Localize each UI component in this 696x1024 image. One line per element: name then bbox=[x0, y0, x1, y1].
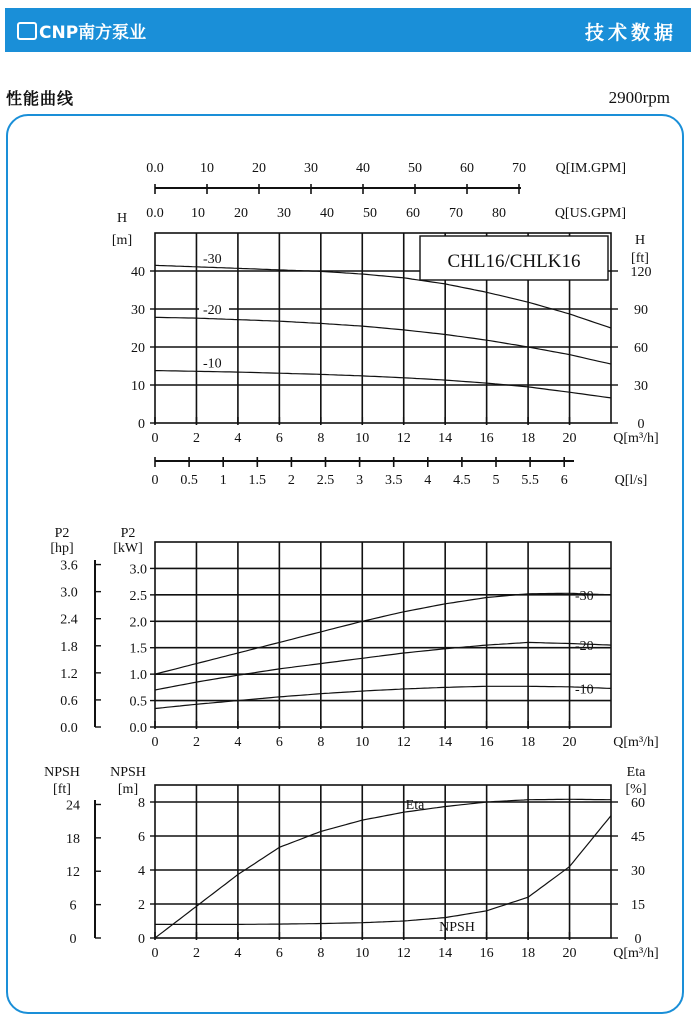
us-gpm-axis-label: Q[US.GPM] bbox=[554, 206, 626, 221]
ls-tick-label: 5.5 bbox=[521, 473, 539, 488]
npsh-ft-tick-label: 24 bbox=[66, 798, 80, 814]
brand-name: CNP南方泵业 bbox=[39, 23, 147, 43]
npsh-x-tick-label: 10 bbox=[355, 946, 370, 961]
power-hp-axis-unit: [hp] bbox=[50, 541, 74, 556]
power-chart-box bbox=[155, 542, 611, 727]
section-title: 技术数据 bbox=[584, 22, 677, 44]
power-x-tick-label: 0 bbox=[151, 735, 159, 750]
head-x-tick-label: 0 bbox=[151, 431, 159, 446]
us-gpm-tick-label: 20 bbox=[234, 206, 248, 221]
npsh-ft-tick-label: 6 bbox=[69, 898, 77, 914]
power-hp-axis-label: P2 bbox=[54, 526, 70, 541]
head-curve-label: -30 bbox=[203, 251, 222, 267]
npsh-y-tick-label: 2 bbox=[138, 898, 145, 913]
power-x-tick-label: 18 bbox=[521, 735, 536, 750]
head-y2-axis-unit: [ft] bbox=[631, 251, 649, 266]
ls-tick-label: 3 bbox=[356, 473, 364, 488]
head-x-axis-label: Q[m³/h] bbox=[613, 431, 659, 446]
power-x-tick-label: 4 bbox=[234, 735, 242, 750]
head-curve-label: -20 bbox=[203, 303, 222, 319]
eta-tick-label: 60 bbox=[631, 796, 645, 811]
npsh-x-tick-label: 0 bbox=[151, 946, 159, 961]
power-curve-label: -10 bbox=[575, 682, 594, 698]
power-y-tick-label: 0.0 bbox=[129, 721, 147, 736]
head-y2-axis-label-h: H bbox=[634, 233, 646, 248]
power-y-tick-label: 1.5 bbox=[129, 641, 147, 657]
power-y-axis-unit: [kW] bbox=[113, 541, 143, 556]
ls-tick-label: 4.5 bbox=[453, 473, 471, 488]
head-y2-tick-label: 30 bbox=[634, 379, 648, 394]
npsh-x-tick-label: 6 bbox=[275, 946, 283, 961]
power-hp-tick-label: 1.2 bbox=[60, 666, 78, 682]
eta-curve-label: Eta bbox=[405, 798, 425, 813]
power-y-tick-label: 2.5 bbox=[129, 588, 147, 604]
power-curve-label: -30 bbox=[575, 588, 594, 604]
npsh-x-tick-label: 4 bbox=[234, 946, 242, 961]
power-x-tick-label: 14 bbox=[438, 735, 453, 750]
us-gpm-tick-label: 80 bbox=[492, 206, 506, 221]
page-heading: 性能曲线 bbox=[6, 89, 75, 108]
ls-tick-label: 4 bbox=[424, 473, 432, 488]
im-gpm-tick-label: 50 bbox=[408, 161, 422, 176]
npsh-x-tick-label: 20 bbox=[562, 946, 577, 961]
head-y-tick-label: 40 bbox=[131, 265, 145, 280]
head-y2-tick-label: 0 bbox=[637, 417, 645, 432]
us-gpm-tick-label: 40 bbox=[320, 206, 334, 221]
power-y-tick-label: 3.0 bbox=[129, 562, 147, 578]
npsh-x-tick-label: 14 bbox=[438, 946, 453, 961]
npsh-x-tick-label: 8 bbox=[317, 946, 325, 961]
npsh-ft-axis-label: NPSH bbox=[44, 765, 80, 780]
im-gpm-tick-label: 30 bbox=[304, 161, 318, 176]
npsh-y-tick-label: 0 bbox=[138, 932, 145, 947]
npsh-x-axis-label: Q[m³/h] bbox=[613, 946, 659, 961]
head-y-axis-label-h: H bbox=[116, 211, 128, 226]
eta-tick-label: 45 bbox=[631, 830, 645, 845]
npsh-curve-label: NPSH bbox=[439, 920, 475, 935]
eta-curve bbox=[155, 799, 611, 938]
head-x-tick-label: 20 bbox=[562, 431, 577, 446]
power-y-tick-label: 0.5 bbox=[129, 694, 147, 710]
head-x-tick-label: 14 bbox=[438, 431, 453, 446]
head-y2-tick-label: 120 bbox=[630, 265, 652, 280]
head-chart-title: CHL16/CHLK16 bbox=[447, 251, 581, 272]
power-x-tick-label: 10 bbox=[355, 735, 370, 750]
head-x-tick-label: 16 bbox=[479, 431, 494, 446]
power-y-tick-label: 1.0 bbox=[129, 668, 147, 684]
us-gpm-tick-label: 60 bbox=[406, 206, 420, 221]
npsh-y-tick-label: 8 bbox=[138, 796, 145, 811]
head-y2-tick-label: 60 bbox=[634, 341, 648, 356]
power-curve-10 bbox=[155, 686, 611, 708]
eta-axis-unit: [%] bbox=[625, 782, 647, 797]
npsh-ft-tick-label: 0 bbox=[69, 932, 77, 947]
eta-tick-label: 30 bbox=[631, 864, 645, 879]
im-gpm-tick-label: 0.0 bbox=[146, 161, 164, 176]
power-hp-tick-label: 0.6 bbox=[60, 693, 78, 709]
im-gpm-tick-label: 70 bbox=[512, 161, 526, 176]
power-curve-label: -20 bbox=[575, 639, 594, 655]
power-hp-tick-label: 1.8 bbox=[60, 639, 78, 655]
ls-tick-label: 2 bbox=[287, 473, 295, 488]
npsh-y-axis-label: NPSH bbox=[110, 765, 146, 780]
ls-tick-label: 6 bbox=[560, 473, 568, 488]
im-gpm-axis-label: Q[IM.GPM] bbox=[555, 161, 626, 176]
ls-tick-label: 1.5 bbox=[248, 473, 267, 488]
eta-tick-label: 0 bbox=[634, 932, 642, 947]
head-curve-label: -10 bbox=[203, 356, 222, 372]
ls-tick-label: 0.5 bbox=[180, 473, 198, 488]
ls-tick-label: 5 bbox=[492, 473, 500, 488]
us-gpm-tick-label: 50 bbox=[363, 206, 377, 221]
power-y-tick-label: 2.0 bbox=[129, 615, 147, 631]
power-curve-30 bbox=[155, 593, 611, 674]
head-y-axis-unit: [m] bbox=[111, 233, 133, 248]
npsh-ft-tick-label: 18 bbox=[66, 831, 80, 847]
ls-tick-label: 2.5 bbox=[316, 473, 335, 488]
npsh-chart-box bbox=[155, 785, 611, 938]
power-y-axis-label: P2 bbox=[120, 526, 136, 541]
power-hp-tick-label: 3.6 bbox=[60, 558, 78, 574]
head-y-tick-label: 30 bbox=[131, 303, 145, 318]
head-x-tick-label: 4 bbox=[234, 431, 242, 446]
head-y-tick-label: 10 bbox=[131, 379, 145, 394]
power-x-tick-label: 12 bbox=[396, 735, 411, 750]
power-x-tick-label: 2 bbox=[192, 735, 200, 750]
head-x-tick-label: 8 bbox=[317, 431, 325, 446]
ls-axis-label: Q[l/s] bbox=[614, 473, 648, 488]
power-x-tick-label: 8 bbox=[317, 735, 325, 750]
eta-tick-label: 15 bbox=[631, 898, 645, 913]
ls-tick-label: 0 bbox=[151, 473, 159, 488]
power-hp-tick-label: 0.0 bbox=[60, 721, 78, 736]
eta-axis-label: Eta bbox=[626, 765, 646, 780]
npsh-y-axis-unit: [m] bbox=[117, 782, 139, 797]
power-x-axis-label: Q[m³/h] bbox=[613, 735, 659, 750]
ls-tick-label: 1 bbox=[219, 473, 227, 488]
npsh-x-tick-label: 12 bbox=[396, 946, 411, 961]
power-x-tick-label: 6 bbox=[275, 735, 283, 750]
npsh-y-tick-label: 6 bbox=[138, 830, 145, 845]
npsh-x-tick-label: 18 bbox=[521, 946, 536, 961]
power-x-tick-label: 16 bbox=[479, 735, 494, 750]
head-x-tick-label: 10 bbox=[355, 431, 370, 446]
npsh-x-tick-label: 16 bbox=[479, 946, 494, 961]
speed-label: 2900rpm bbox=[608, 88, 670, 107]
npsh-ft-tick-label: 12 bbox=[66, 865, 80, 881]
head-y2-tick-label: 90 bbox=[634, 303, 648, 318]
head-y-tick-label: 20 bbox=[131, 341, 145, 356]
us-gpm-tick-label: 0.0 bbox=[146, 206, 164, 221]
npsh-x-tick-label: 2 bbox=[192, 946, 200, 961]
power-curve-20 bbox=[155, 642, 611, 690]
head-x-tick-label: 12 bbox=[396, 431, 411, 446]
ls-tick-label: 3.5 bbox=[384, 473, 403, 488]
head-x-tick-label: 6 bbox=[275, 431, 283, 446]
npsh-y-tick-label: 4 bbox=[138, 864, 145, 879]
im-gpm-tick-label: 20 bbox=[252, 161, 266, 176]
im-gpm-tick-label: 10 bbox=[200, 161, 214, 176]
head-x-tick-label: 18 bbox=[521, 431, 536, 446]
head-y-tick-label: 0 bbox=[138, 417, 145, 432]
head-x-tick-label: 2 bbox=[192, 431, 200, 446]
npsh-ft-axis-unit: [ft] bbox=[53, 782, 71, 797]
us-gpm-tick-label: 30 bbox=[277, 206, 291, 221]
us-gpm-tick-label: 10 bbox=[191, 206, 205, 221]
power-hp-tick-label: 2.4 bbox=[60, 612, 78, 628]
power-hp-tick-label: 3.0 bbox=[60, 585, 78, 601]
us-gpm-tick-label: 70 bbox=[449, 206, 463, 221]
im-gpm-tick-label: 40 bbox=[356, 161, 370, 176]
power-x-tick-label: 20 bbox=[562, 735, 577, 750]
im-gpm-tick-label: 60 bbox=[460, 161, 474, 176]
